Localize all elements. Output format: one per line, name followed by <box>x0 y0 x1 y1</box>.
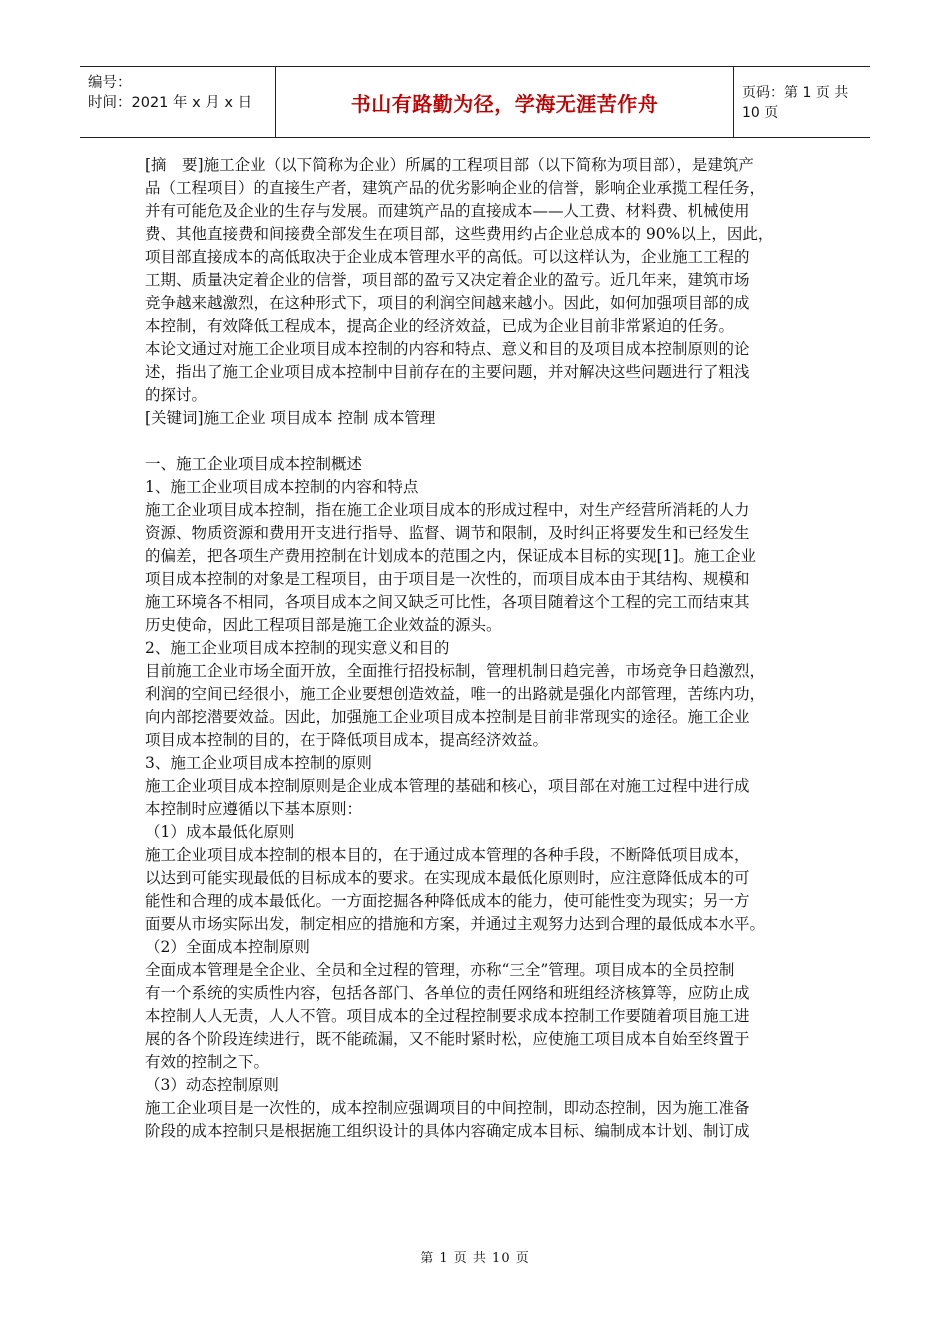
date-label: 时间：2021 年 x 月 x 日 <box>88 95 253 111</box>
body-line: 2、施工企业项目成本控制的现实意义和目的 <box>145 639 450 657</box>
body-line: 能性和合理的成本最低化。一方面挖掘各种降低成本的能力，使可能性变为现实；另一方 <box>145 892 750 910</box>
number-label: 编号： <box>88 75 132 91</box>
body-line: 施工企业项目成本控制的根本目的，在于通过成本管理的各种手段，不断降低项目成本， <box>145 846 750 864</box>
body-line: 述，指出了施工企业项目成本控制中目前存在的主要问题，并对解决这些问题进行了粗浅 <box>145 363 750 381</box>
document-header <box>80 66 870 138</box>
body-line: 本控制时应遵循以下基本原则： <box>145 800 363 818</box>
body-line: 的偏差，把各项生产费用控制在计划成本的范围之内，保证成本目标的实现[1]。施工企业 <box>145 547 756 565</box>
body-line: 利润的空间已经很小，施工企业要想创造效益，唯一的出路就是强化内部管理，苦练内功， <box>145 685 766 703</box>
header-meta <box>80 67 276 137</box>
body-line: 有效的控制之下。 <box>145 1053 270 1071</box>
body-line: 项目成本控制的对象是工程项目，由于项目是一次性的，而项目成本由于其结构、规模和 <box>145 570 750 588</box>
body-line: 项目成本控制的目的，在于降低项目成本，提高经济效益。 <box>145 731 549 749</box>
body-line: 本控制人人无责，人人不管。项目成本的全过程控制要求成本控制工作要随着项目施工进 <box>145 1007 750 1025</box>
body-line: 竞争越来越激烈，在这种形式下，项目的利润空间越来越小。因此，如何加强项目部的成 <box>145 294 750 312</box>
body-line: 的探讨。 <box>145 386 208 404</box>
body-line: 施工企业项目成本控制原则是企业成本管理的基础和核心，项目部在对施工过程中进行成 <box>145 777 750 795</box>
body-line: 工期、质量决定着企业的信誉，项目部的盈亏又决定着企业的盈亏。近几年来，建筑市场 <box>145 271 750 289</box>
page-footer: 第 1 页 共 10 页 <box>420 1251 530 1266</box>
body-line: 施工企业项目是一次性的，成本控制应强调项目的中间控制，即动态控制，因为施工准备 <box>145 1099 750 1117</box>
header-page-info <box>734 67 870 137</box>
body-line: 施工环境各不相同，各项目成本之间又缺乏可比性，各项目随着这个工程的完工而结束其 <box>145 593 750 611</box>
body-line: 有一个系统的实质性内容，包括各部门、各单位的责任网络和班组经济核算等，应防止成 <box>145 984 750 1002</box>
blank-line <box>145 430 805 453</box>
body-line: [摘 要]施工企业（以下简称为企业）所属的工程项目部（以下简称为项目部），是建筑产 <box>145 156 754 174</box>
body-line: 一、施工企业项目成本控制概述 <box>145 455 363 473</box>
body-line: 1、施工企业项目成本控制的内容和特点 <box>145 478 419 496</box>
body-line: 项目部直接成本的高低取决于企业成本管理水平的高低。可以这样认为，企业施工工程的 <box>145 248 750 266</box>
body-line: 全面成本管理是全企业、全员和全过程的管理，亦称“三全”管理。项目成本的全员控制 <box>145 961 735 979</box>
body-line: 本论文通过对施工企业项目成本控制的内容和特点、意义和目的及项目成本控制原则的论 <box>145 340 750 358</box>
body-line: 目前施工企业市场全面开放，全面推行招投标制，管理机制日趋完善，市场竞争日趋激烈， <box>145 662 766 680</box>
document-body <box>145 154 805 1143</box>
header-motto-cell <box>276 67 734 137</box>
body-line: 费、其他直接费和间接费全部发生在项目部，这些费用约占企业总成本的 90%以上，因此， <box>145 225 774 243</box>
body-line: 并有可能危及企业的生存与发展。而建筑产品的直接成本——人工费、材料费、机械使用 <box>145 202 750 220</box>
body-line: 品（工程项目）的直接生产者，建筑产品的优劣影响企业的信誉，影响企业承揽工程任务， <box>145 179 766 197</box>
body-line: 阶段的成本控制只是根据施工组织设计的具体内容确定成本目标、编制成本计划、制订成 <box>145 1122 750 1140</box>
body-line: （3）动态控制原则 <box>145 1076 279 1094</box>
body-line: 向内部挖潜要效益。因此，加强施工企业项目成本控制是目前非常现实的途径。施工企业 <box>145 708 750 726</box>
body-line: 3、施工企业项目成本控制的原则 <box>145 754 372 772</box>
body-line: （2）全面成本控制原则 <box>145 938 310 956</box>
body-line: （1）成本最低化原则 <box>145 823 295 841</box>
body-line: [关键词]施工企业 项目成本 控制 成本管理 <box>145 409 436 427</box>
body-line: 施工企业项目成本控制，指在施工企业项目成本的形成过程中，对生产经营所消耗的人力 <box>145 501 750 519</box>
body-line: 以达到可能实现最低的目标成本的要求。在实现成本最低化原则时，应注意降低成本的可 <box>145 869 750 887</box>
motto-text: 书山有路勤为径，学海无涯苦作舟 <box>350 91 659 116</box>
body-line: 面要从市场实际出发，制定相应的措施和方案，并通过主观努力达到合理的最低成本水平。 <box>145 915 766 933</box>
body-line: 历史使命，因此工程项目部是施工企业效益的源头。 <box>145 616 502 634</box>
body-line: 本控制，有效降低工程成本，提高企业的经济效益，已成为企业目前非常紧迫的任务。 <box>145 317 735 335</box>
body-line: 资源、物质资源和费用开支进行指导、监督、调节和限制，及时纠正将要发生和已经发生 <box>145 524 750 542</box>
page-info-text: 页码：第 1 页 共 10 页 <box>742 85 849 121</box>
body-line: 展的各个阶段连续进行，既不能疏漏，又不能时紧时松，应使施工项目成本自始至终置于 <box>145 1030 750 1048</box>
